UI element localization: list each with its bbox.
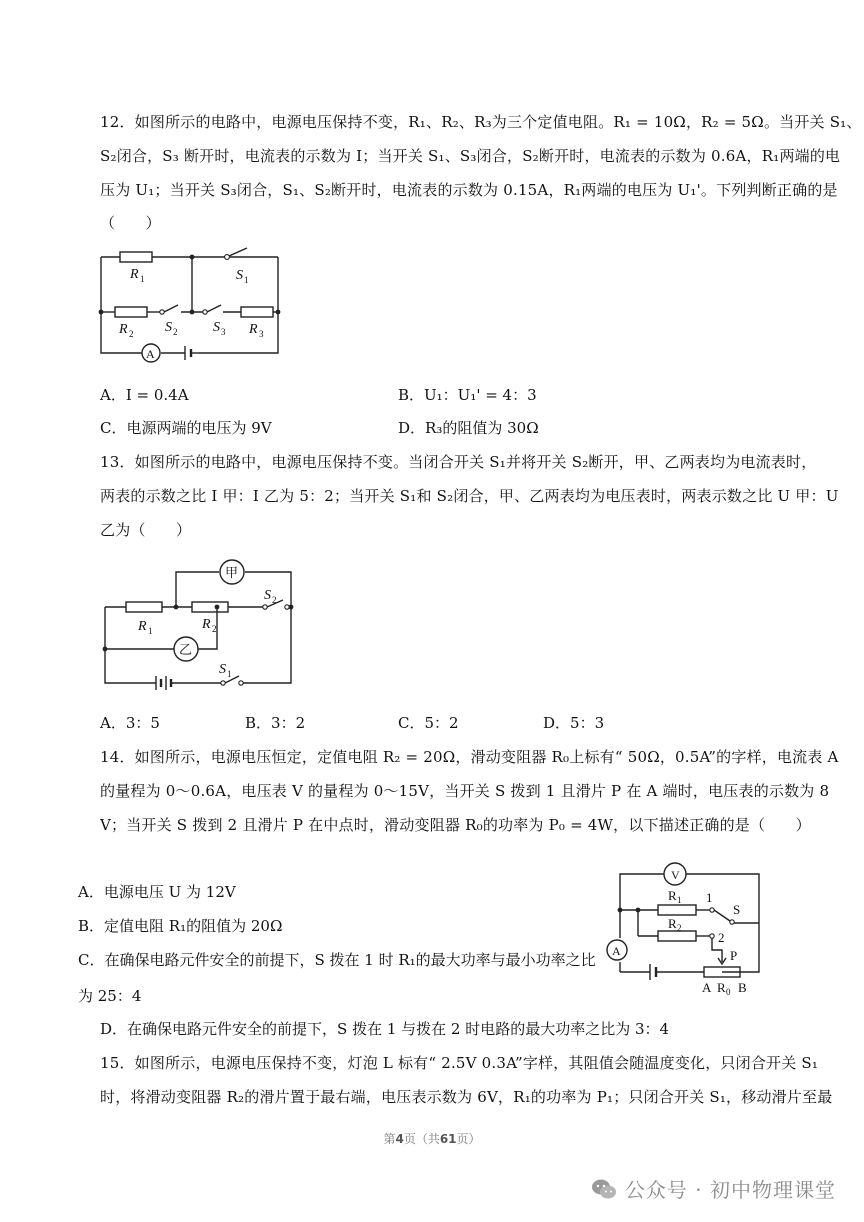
q14-line-3: V；当开关 S 拨到 2 且滑片 P 在中点时，滑动变阻器 R₀的功率为 P₀ = 4W，以下描述正确的是（ ） — [100, 816, 811, 834]
q12-label-s2: S — [165, 320, 172, 335]
q14-option-b: B．定值电阻 R₁的阻值为 20Ω — [78, 917, 283, 935]
q13-label-s1-sub: 1 — [227, 669, 232, 679]
page-number-prefix: 第 — [383, 1132, 396, 1146]
q14-line-2: 的量程为 0～0.6A，电压表 V 的量程为 0～15V，当开关 S 拨到 1 且滑片 P 在 A 端时，电压表的示数为 8 — [100, 782, 830, 800]
q13-label-r2: R — [202, 617, 211, 632]
q13-option-a: A．3：5 — [100, 714, 160, 732]
page-current: 4 — [395, 1132, 404, 1146]
q12-option-b: B．U₁：U₁' = 4：3 — [398, 386, 537, 404]
page-total: 61 — [439, 1132, 457, 1146]
q14-option-c: C．在确保电路元件安全的前提下，S 拨在 1 时 R₁的最大功率与最小功率之比 — [78, 951, 596, 969]
q15-line-2: 时，将滑动变阻器 R₂的滑片置于最右端，电压表示数为 6V，R₁的功率为 P₁；只闭合开关 S₁，移动滑片至最 — [100, 1088, 833, 1106]
q14-option-a: A．电源电压 U 为 12V — [78, 883, 236, 901]
q14-voltmeter-label: V — [671, 868, 680, 882]
q12-line-2: S₂闭合，S₃ 断开时，电流表的示数为 I；当开关 S₁、S₃闭合，S₂断开时，电流表的示数为 0.6A，R₁两端的电 — [100, 147, 841, 165]
q12-label-s1-sub: 1 — [244, 275, 249, 285]
q13-label-s1: S — [219, 662, 226, 677]
q14-label-p: P — [730, 948, 738, 963]
q14-label-r2: R — [668, 916, 677, 931]
q13-label-s2: S — [264, 588, 271, 603]
q12-label-s3-sub: 3 — [221, 327, 226, 337]
q14-label-s: S — [733, 902, 741, 917]
watermark-text: 公众号 · 初中物理课堂 — [624, 1178, 836, 1202]
q14-ammeter-label: A — [612, 944, 621, 958]
q15-line-1: 15．如图所示，电源电压保持不变，灯泡 L 标有“ 2.5V 0.3A”字样，其阻值会随温度变化，只闭合开关 S₁ — [100, 1054, 819, 1072]
page-number-mid: 页（共 — [403, 1132, 440, 1146]
q14-label-r1: R — [668, 888, 677, 903]
page-number — [0, 1130, 864, 1147]
q14-label-r0: R — [717, 980, 726, 995]
q14-option-c-cont: 为 25：4 — [78, 987, 142, 1005]
wechat-icon — [591, 1178, 617, 1200]
q13-option-b: B．3：2 — [245, 714, 306, 732]
q14-option-d: D．在确保电路元件安全的前提下，S 拨在 1 与拨在 2 时电路的最大功率之比为 3：4 — [100, 1020, 670, 1038]
q12-label-r1: R — [130, 267, 139, 282]
q12-ammeter-label: A — [146, 347, 155, 361]
q14-line-1: 14．如图所示，电源电压恒定，定值电阻 R₂ = 20Ω，滑动变阻器 R₀上标有“ 50Ω，0.5A”的字样，电流表 A — [100, 748, 839, 766]
q13-line-3: 乙为（ ） — [100, 521, 192, 539]
q14-label-1: 1 — [706, 890, 713, 905]
q12-label-r2-sub: 2 — [129, 329, 134, 339]
q12-circuit-diagram — [95, 245, 285, 363]
q14-label-2: 2 — [718, 930, 725, 945]
page-number-suffix: 页） — [456, 1132, 481, 1146]
watermark — [591, 1174, 836, 1203]
q13-circuit-diagram — [98, 557, 298, 692]
q12-label-s2-sub: 2 — [173, 327, 178, 337]
q12-label-r3-sub: 3 — [259, 329, 264, 339]
q12-option-a: A．I = 0.4A — [100, 386, 189, 404]
q12-line-3: 压为 U₁；当开关 S₃闭合，S₁、S₂断开时，电流表的示数为 0.15A，R₁两端的电压为 U₁'。下列判断正确的是 — [100, 181, 838, 199]
q14-label-r0-sub: 0 — [726, 987, 731, 997]
q14-label-end-a: A — [702, 980, 712, 995]
q12-label-r3: R — [249, 322, 258, 337]
q13-label-jia: 甲 — [225, 565, 239, 580]
q14-label-end-b: B — [738, 980, 747, 995]
q12-label-s3: S — [213, 320, 220, 335]
q13-label-r2-sub: 2 — [212, 624, 217, 634]
q12-line-4: （ ） — [100, 214, 161, 232]
q12-label-r2: R — [119, 322, 128, 337]
q14-label-r2-sub: 2 — [677, 923, 682, 933]
q13-option-d: D．5：3 — [543, 714, 605, 732]
q14-circuit-diagram — [600, 858, 770, 998]
q12-line-1: 12．如图所示的电路中，电源电压保持不变，R₁、R₂、R₃为三个定值电阻。R₁ = 10Ω，R₂ = 5Ω。当开关 S₁、 — [100, 113, 862, 131]
q13-label-r1: R — [138, 619, 147, 634]
q12-option-d: D．R₃的阻值为 30Ω — [398, 419, 539, 437]
q14-label-r1-sub: 1 — [677, 895, 682, 905]
q13-label-r1-sub: 1 — [148, 626, 153, 636]
q13-option-c: C．5：2 — [398, 714, 459, 732]
q12-label-s1: S — [236, 268, 243, 283]
q13-line-1: 13．如图所示的电路中，电源电压保持不变。当闭合开关 S₁并将开关 S₂断开，甲、乙两表均为电流表时， — [100, 453, 817, 471]
q12-label-r1-sub: 1 — [140, 274, 145, 284]
q12-option-c: C．电源两端的电压为 9V — [100, 419, 272, 437]
q13-label-s2-sub: 2 — [272, 595, 277, 605]
q13-label-yi: 乙 — [179, 642, 193, 657]
q13-line-2: 两表的示数之比 I 甲：I 乙为 5：2；当开关 S₁和 S₂闭合，甲、乙两表均为电压表时，两表示数之比 U 甲：U — [100, 487, 839, 505]
